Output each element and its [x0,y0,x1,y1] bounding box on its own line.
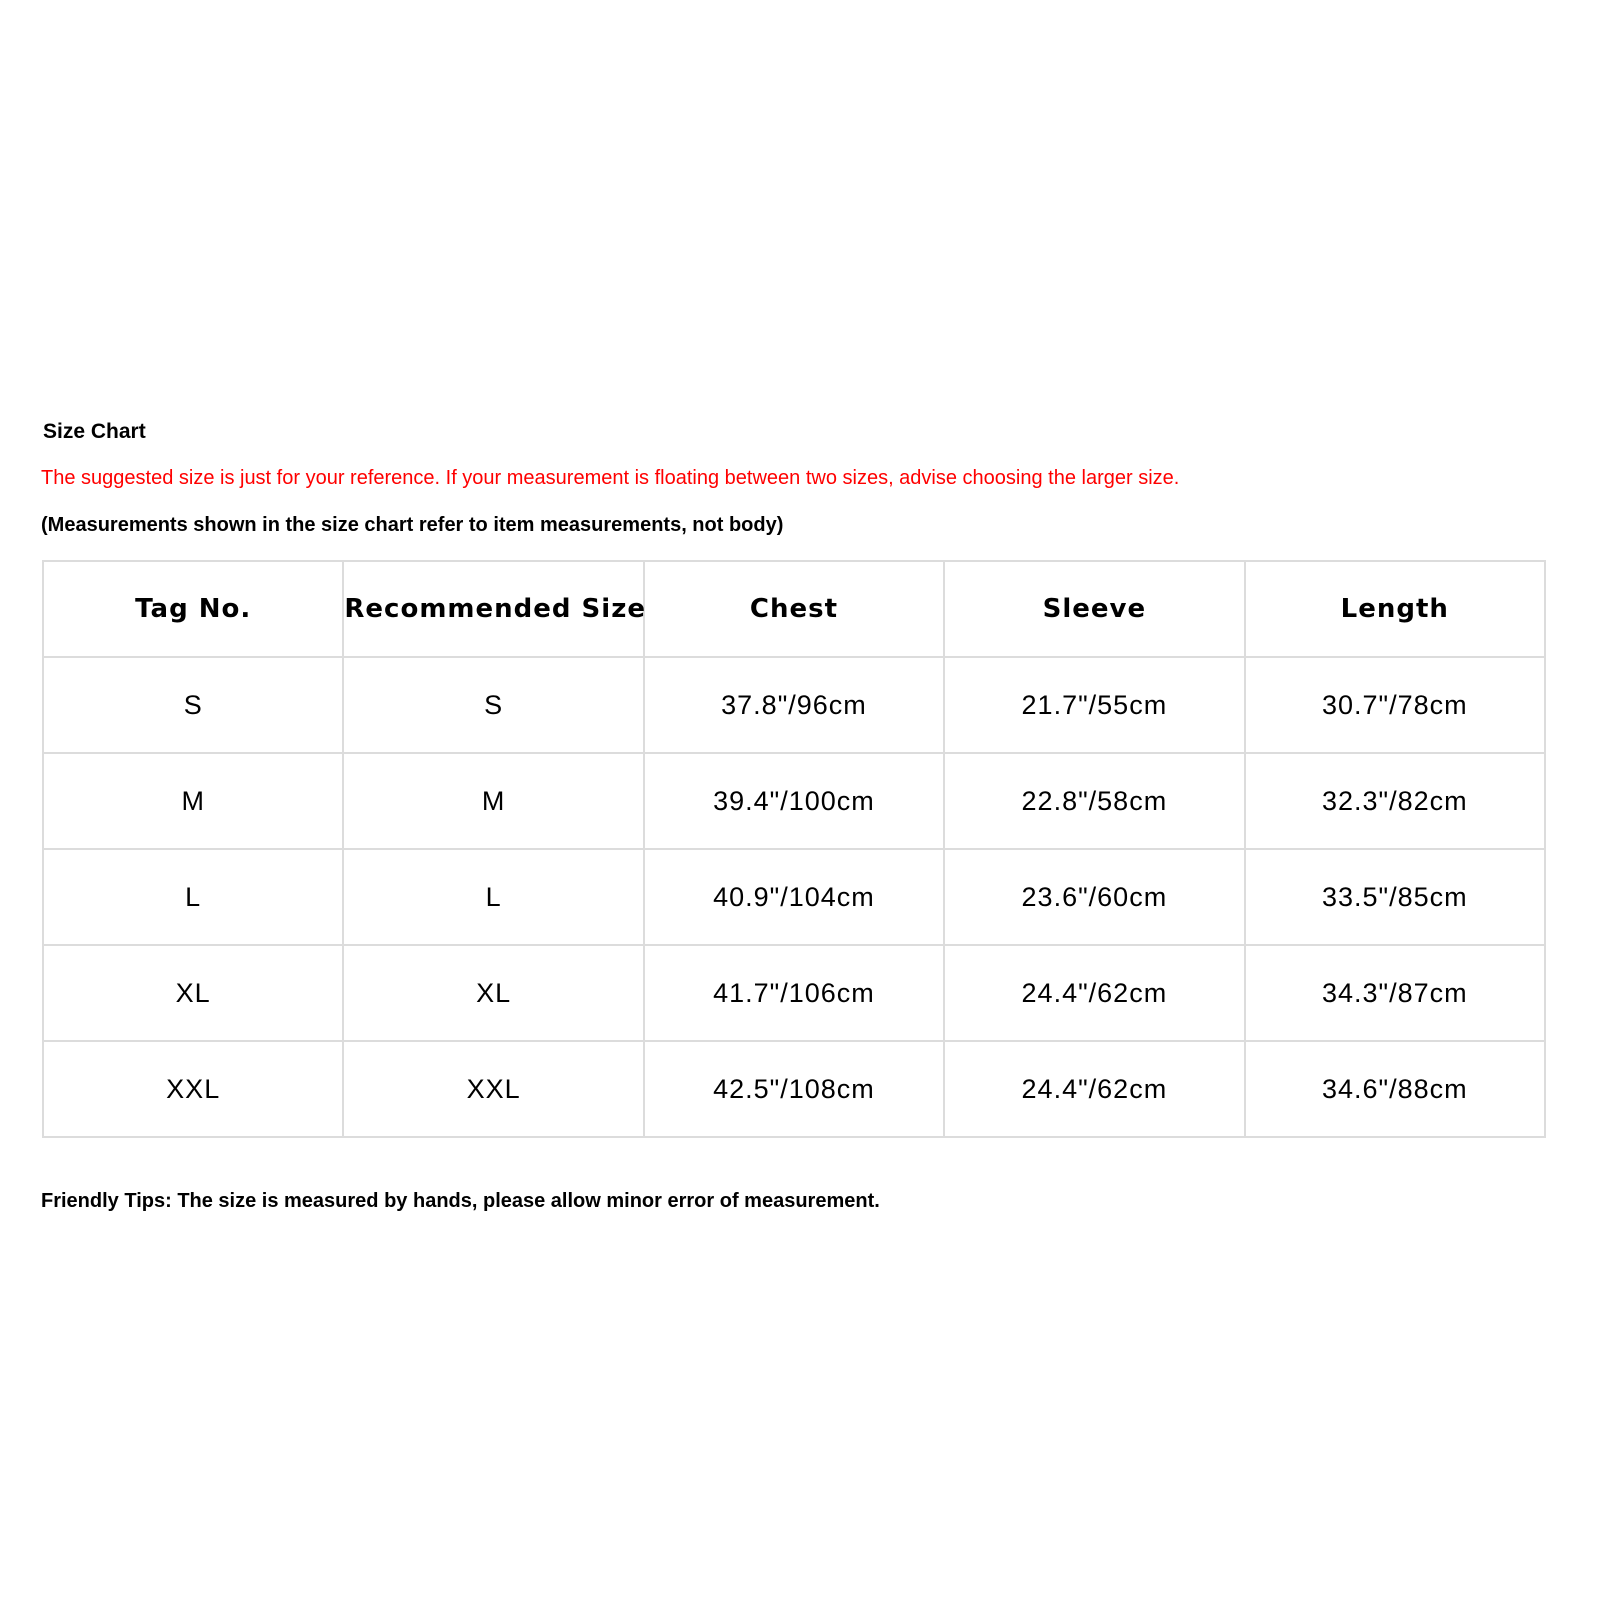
table-row [43,753,1545,849]
cell-length: 32.3"/82cm [1245,753,1545,849]
cell-tag-no: S [43,657,343,753]
cell-sleeve: 22.8"/58cm [944,753,1244,849]
cell-sleeve: 24.4"/62cm [944,1041,1244,1137]
page-title: Size Chart [43,420,146,443]
cell-recommended-size: L [343,849,643,945]
cell-chest: 40.9"/104cm [644,849,944,945]
cell-recommended-size: M [343,753,643,849]
cell-chest: 37.8"/96cm [644,657,944,753]
header-sleeve: Sleeve [944,561,1244,657]
cell-chest: 42.5"/108cm [644,1041,944,1137]
cell-recommended-size: S [343,657,643,753]
cell-sleeve: 23.6"/60cm [944,849,1244,945]
measurement-note: (Measurements shown in the size chart refer to item measurements, not body) [41,514,784,536]
cell-length: 33.5"/85cm [1245,849,1545,945]
cell-tag-no: M [43,753,343,849]
cell-tag-no: L [43,849,343,945]
cell-sleeve: 21.7"/55cm [944,657,1244,753]
table-header-row [43,561,1545,657]
cell-tag-no: XL [43,945,343,1041]
header-recommended-size: Recommended Size [343,561,643,657]
friendly-tips: Friendly Tips: The size is measured by hands, please allow minor error of measurement. [41,1190,880,1212]
cell-length: 30.7"/78cm [1245,657,1545,753]
header-chest: Chest [644,561,944,657]
header-length: Length [1245,561,1545,657]
table-row [43,657,1545,753]
cell-length: 34.6"/88cm [1245,1041,1545,1137]
header-tag-no: Tag No. [43,561,343,657]
cell-chest: 39.4"/100cm [644,753,944,849]
size-notice: The suggested size is just for your reference. If your measurement is floating between two sizes, advise choosing the larger size. [41,467,1180,489]
cell-recommended-size: XXL [343,1041,643,1137]
size-chart-table [42,560,1546,1138]
table-row [43,945,1545,1041]
cell-sleeve: 24.4"/62cm [944,945,1244,1041]
cell-length: 34.3"/87cm [1245,945,1545,1041]
cell-recommended-size: XL [343,945,643,1041]
cell-tag-no: XXL [43,1041,343,1137]
table-row [43,1041,1545,1137]
table-row [43,849,1545,945]
cell-chest: 41.7"/106cm [644,945,944,1041]
